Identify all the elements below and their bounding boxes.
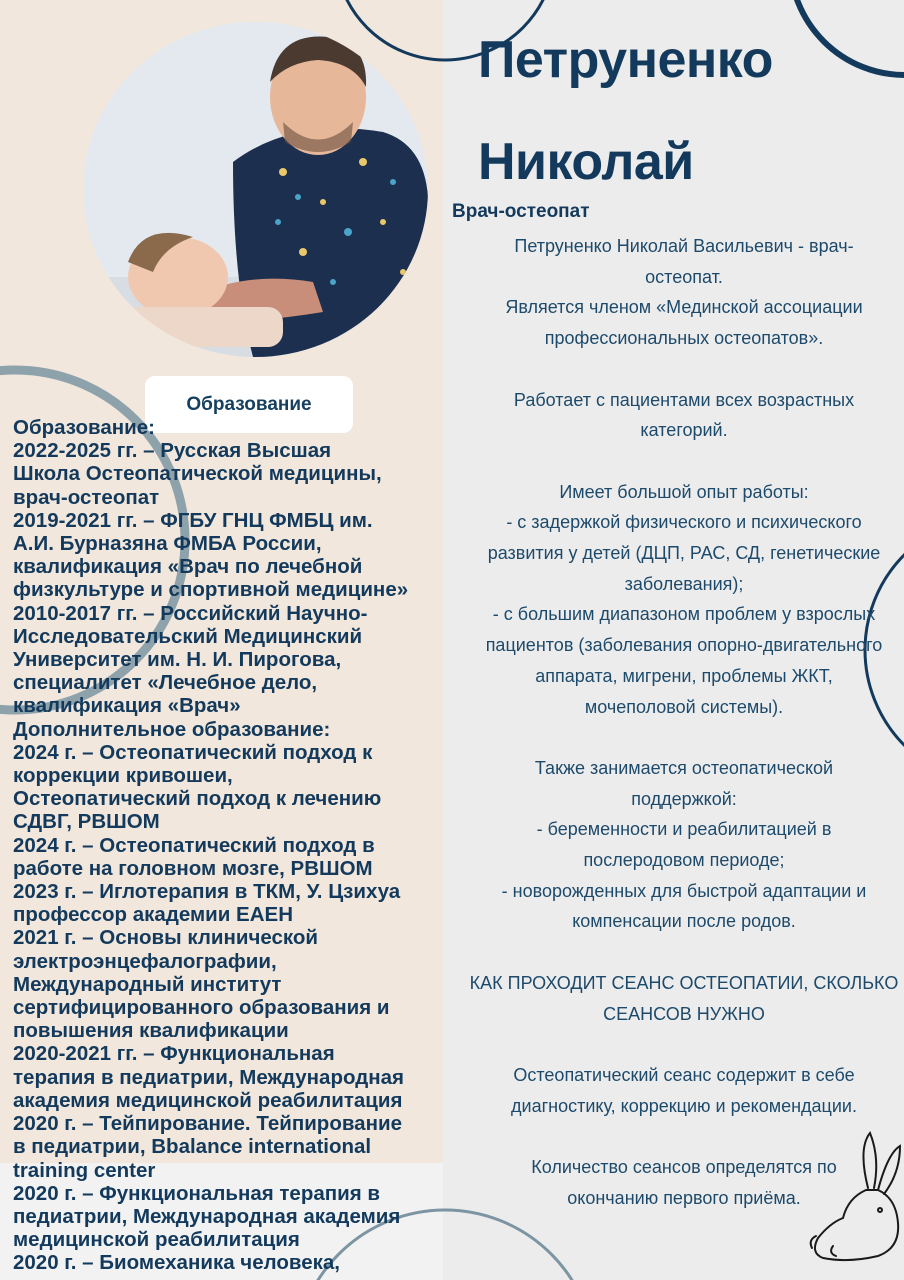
education-line: 2020 г. – Биомеханика человека,	[13, 1251, 340, 1275]
about-line: - новорожденных для быстрой адаптации и	[501, 880, 867, 901]
about-line: профессиональных остеопатов».	[544, 328, 824, 349]
about-line: КАК ПРОХОДИТ СЕАНС ОСТЕОПАТИИ, СКОЛЬКО	[469, 972, 899, 993]
education-line: 2019-2021 гг. – ФГБУ ГНЦ ФМБЦ им.	[13, 508, 373, 532]
education-badge-label: Образование	[186, 393, 312, 415]
education-line: 2010-2017 гг. – Российский Научно-	[13, 601, 368, 625]
education-line: квалификация «Врач по лечебной	[13, 555, 363, 579]
education-line: Образование:	[13, 416, 155, 439]
education-line: 2020 г. – Тейпирование. Тейпирование	[13, 1112, 402, 1136]
doctor-with-child-photo-icon	[83, 22, 428, 357]
education-line: 2023 г. – Иглотерапия в ТКМ, У. Цзихуа	[13, 880, 401, 904]
education-line: Исследовательский Медицинский	[13, 624, 363, 648]
education-line: академия медицинской реабилитация	[13, 1088, 403, 1112]
education-line: в педиатрии, Bbalance international	[13, 1135, 372, 1159]
about-line: СЕАНСОВ НУЖНО	[603, 1003, 765, 1024]
education-line: СДВГ, РВШОМ	[13, 810, 160, 834]
doctor-role: Врач-остеопат	[452, 201, 590, 222]
about-line: Работает с пациентами всех возрастных	[513, 389, 855, 410]
about-line: Петруненко Николай Васильевич - врач-	[514, 236, 854, 256]
education-line: педиатрии, Международная академия	[13, 1204, 401, 1228]
education-line: повышения квалификации	[13, 1019, 289, 1043]
about-line	[452, 446, 904, 477]
education-line: 2022-2025 гг. – Русская Высшая	[13, 439, 332, 463]
education-line: 2024 г. – Остеопатический подход к	[13, 740, 373, 764]
about-line: - с задержкой физического и психического	[506, 512, 862, 533]
about-line: окончанию первого приёма.	[567, 1187, 801, 1208]
education-list	[13, 416, 445, 1275]
about-line: Также занимается остеопатической	[534, 757, 834, 778]
education-line: сертифицированного образования и	[13, 996, 390, 1020]
about-line: развития у детей (ДЦП, РАС, СД, генетические	[487, 543, 881, 563]
about-line: Количество сеансов определятся по	[531, 1157, 837, 1177]
about-line: - беременности и реабилитацией в	[536, 819, 832, 840]
doctor-first-name: Николай	[478, 133, 694, 191]
education-line: 2024 г. – Остеопатический подход в	[13, 833, 375, 857]
education-line: электроэнцефалографии,	[13, 949, 277, 973]
about-line: послеродовом периоде;	[583, 850, 785, 871]
education-line: работе на головном мозге, РВШОМ	[13, 856, 373, 880]
about-line: пациентов (заболевания опорно-двигательного	[485, 635, 883, 656]
education-line: специалитет «Лечебное дело,	[13, 671, 318, 695]
about-line	[452, 354, 904, 385]
education-line: Университет им. Н. И. Пирогова,	[13, 648, 342, 672]
education-line: Остеопатический подход к лечению	[13, 787, 382, 811]
education-line: терапия в педиатрии, Международная	[13, 1065, 404, 1089]
education-line: коррекции кривошеи,	[13, 764, 233, 788]
about-text	[452, 231, 904, 1213]
about-line: категорий.	[640, 420, 728, 441]
about-line: остеопат.	[645, 266, 723, 287]
education-line: квалификация «Врач»	[13, 694, 241, 718]
about-line: заболевания);	[624, 573, 744, 594]
about-line	[452, 1029, 904, 1060]
education-line: Дополнительное образование:	[13, 717, 331, 741]
education-line: Школа Остеопатической медицины,	[13, 462, 382, 486]
education-line: врач-остеопат	[13, 485, 160, 509]
about-line: Имеет большой опыт работы:	[559, 481, 809, 502]
about-line: поддержкой:	[631, 788, 737, 809]
about-line	[452, 722, 904, 753]
education-line: Международный институт	[13, 972, 282, 996]
education-line: А.И. Бурназяна ФМБА России,	[13, 532, 322, 556]
about-line: аппарата, мигрени, проблемы ЖКТ,	[535, 665, 833, 686]
rabbit-icon	[808, 1128, 904, 1268]
about-line: мочеполовой системы).	[584, 696, 784, 717]
about-line: Остеопатический сеанс содержит в себе	[513, 1064, 855, 1085]
about-line: - с большим диапазоном проблем у взрослых	[492, 604, 876, 625]
about-line: Является членом «Мединской ассоциации	[505, 297, 863, 318]
education-line: 2021 г. – Основы клинической	[13, 926, 318, 950]
education-line: физкультуре и спортивной медицине»	[13, 578, 409, 602]
education-line: 2020 г. – Функциональная терапия в	[13, 1181, 380, 1205]
about-line: диагностику, коррекцию и рекомендации.	[511, 1095, 857, 1116]
doctor-surname: Петруненко	[478, 31, 773, 89]
education-line: медицинской реабилитация	[13, 1228, 300, 1252]
about-line	[452, 937, 904, 968]
doctor-photo	[83, 22, 428, 357]
education-line: 2020-2021 гг. – Функциональная	[13, 1042, 335, 1066]
education-line: training center	[13, 1158, 156, 1182]
about-line: компенсации после родов.	[572, 911, 796, 932]
education-line: профессор академии ЕАЕН	[13, 903, 293, 927]
